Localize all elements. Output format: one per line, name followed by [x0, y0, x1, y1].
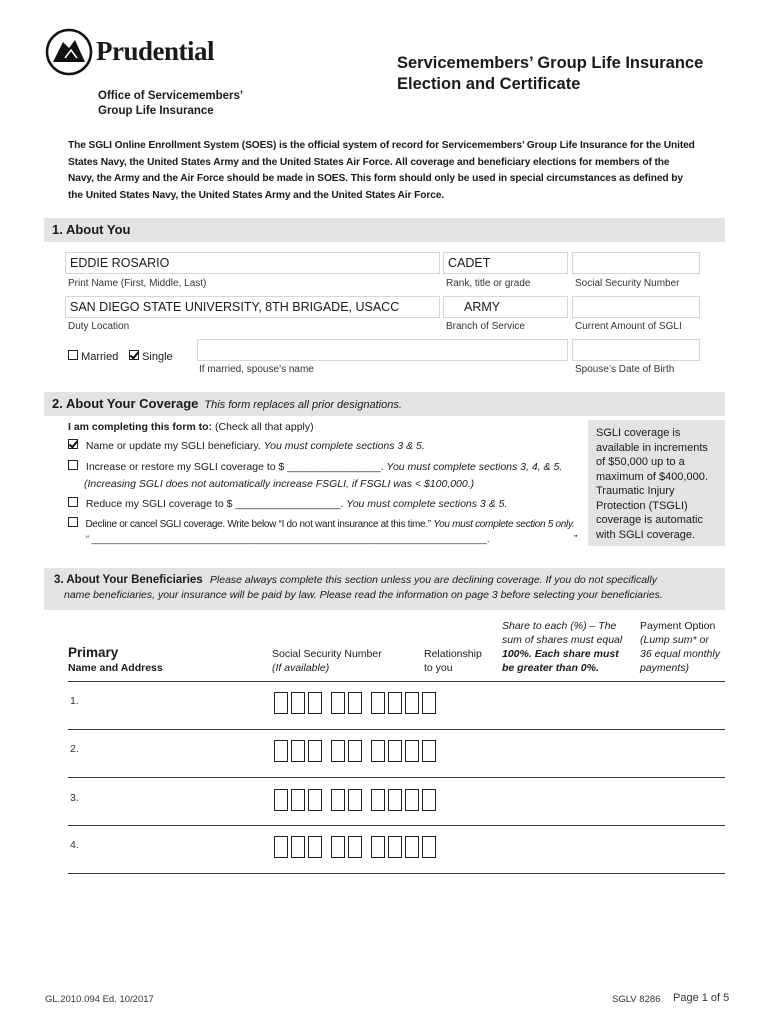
beneficiary-row: [68, 692, 725, 728]
quote-open: “: [86, 534, 89, 544]
update-beneficiary-checkbox[interactable]: [68, 439, 78, 449]
option-update-beneficiary[interactable]: [68, 439, 425, 453]
ssn-label: Social Security Number: [575, 278, 680, 289]
married-checkbox[interactable]: [68, 350, 78, 360]
single-option[interactable]: [129, 350, 173, 363]
col-pay-2: (Lump sum* or: [640, 634, 709, 646]
col-share: [502, 619, 622, 675]
section-title-wrap: [44, 392, 725, 417]
rock-logo-icon: [45, 28, 93, 76]
single-label: Single: [142, 351, 173, 363]
rank-label: Rank, title or grade: [446, 278, 531, 289]
option-decline-coverage[interactable]: [68, 517, 574, 532]
rank-field[interactable]: CADET: [443, 252, 568, 274]
option-note: You must complete sections 3 & 5.: [263, 440, 425, 452]
col-rel-1: Relationship: [424, 648, 482, 660]
section-3-title-wrap: [44, 568, 725, 588]
married-label: Married: [81, 351, 119, 363]
option-reduce-coverage[interactable]: [68, 497, 507, 511]
section-title: 2. About Your Coverage: [52, 396, 199, 411]
option-note: You must complete sections 3, 4, & 5.: [386, 461, 563, 473]
section-subtitle: Please always complete this section unless you are declining coverage. If you do not specifically: [209, 574, 657, 586]
sglv-code: SGLV 8286: [612, 994, 661, 1005]
row-number: 1.: [70, 695, 79, 707]
section-subtitle: This form replaces all prior designations.: [204, 399, 402, 411]
lead-bold: I am completing this form to:: [68, 421, 213, 433]
reduce-coverage-checkbox[interactable]: [68, 497, 78, 507]
option-text: Reduce my SGLI coverage to $ __________________.: [85, 498, 347, 510]
intro-paragraph: [68, 138, 728, 204]
branch-label: Branch of Service: [446, 321, 525, 332]
section-title: 3. About Your Beneficiaries: [54, 574, 203, 586]
header-divider: [68, 681, 725, 682]
row-divider: [68, 777, 725, 778]
sgli-amount-label: Current Amount of SGLI: [575, 321, 682, 332]
lead-rest: (Check all that apply): [212, 421, 314, 433]
col-share-2: sum of shares must equal: [502, 634, 623, 646]
col-pay-1: Payment Option: [640, 620, 716, 632]
form-title-line-1: Servicemembers’ Group Life Insurance: [397, 54, 704, 72]
col-share-3: 100%. Each share must: [502, 648, 619, 660]
section-1-header: [44, 218, 725, 242]
intro-line: The SGLI Online Enrollment System (SOES) is the official system of record for Servicemembers’ Group Life Insurance for the United: [68, 140, 695, 151]
ssn-field[interactable]: [572, 252, 700, 274]
col-rel-2: to you: [424, 662, 453, 674]
decline-coverage-checkbox[interactable]: [68, 517, 78, 527]
col-pay-3: 36 equal monthly: [640, 648, 720, 660]
decline-statement-line[interactable]: [86, 532, 586, 546]
option-text: Increase or restore my SGLI coverage to $ ________________.: [85, 461, 387, 473]
increase-coverage-checkbox[interactable]: [68, 460, 78, 470]
page-number: Page 1 of 5: [673, 992, 730, 1004]
quote-line: _______________________________________________________________________________.: [91, 534, 490, 544]
section-subtitle-2: name beneficiaries, your insurance will be paid by law. Please read the information on page 3 before selecting your beneficiaries.: [64, 589, 663, 601]
married-option[interactable]: [68, 350, 118, 363]
office-line-1: Office of Servicemembers’: [98, 90, 244, 102]
col-payment: [640, 619, 720, 675]
beneficiary-row: [68, 836, 725, 872]
spouse-name-label: If married, spouse’s name: [199, 364, 314, 375]
intro-line: States Navy, the United States Army and the United States Air Force. All coverage and beneficiary elections for members of the: [68, 156, 670, 168]
spouse-dob-label: Spouse’s Date of Birth: [575, 364, 675, 375]
section-3-header: [44, 568, 725, 610]
prudential-logo: [45, 28, 93, 76]
office-line-2: Group Life Insurance: [98, 105, 214, 117]
option-text: Decline or cancel SGLI coverage. Write below “I do not want insurance at this time.”: [85, 519, 434, 530]
spouse-dob-field[interactable]: [572, 339, 700, 361]
row-divider: [68, 825, 725, 826]
row-number: 3.: [70, 792, 79, 804]
col-pay-4: payments): [640, 662, 690, 674]
coverage-lead: [68, 420, 314, 434]
intro-line: the United States Navy, the United States Army and the United States Air Force.: [68, 189, 445, 201]
duty-location-field[interactable]: SAN DIEGO STATE UNIVERSITY, 8TH BRIGADE, USACC: [65, 296, 440, 318]
single-checkbox[interactable]: [129, 350, 139, 360]
col-primary: Primary: [68, 645, 119, 660]
option-increase-coverage[interactable]: [68, 460, 562, 474]
ssn-boxes[interactable]: [274, 740, 445, 762]
coverage-info-box: SGLI coverage is available in increments of $50,000 up to a maximum of $400,000. Traumatic Injury Protection (TSGLI) coverage is automatic with SGLI coverage.: [588, 420, 725, 546]
intro-line: Navy, the Army and the Air Force should be made in SOES. This form should only be used in special circumstances as defined by: [68, 173, 683, 184]
section-title: 1. About You: [52, 222, 131, 237]
form-code: GL.2010.094 Ed. 10/2017: [45, 994, 154, 1005]
row-divider: [68, 729, 725, 730]
col-relationship: [424, 647, 482, 675]
option-note: You must complete section 5 only.: [433, 519, 575, 530]
ssn-boxes[interactable]: [274, 692, 445, 714]
col-ssn-note: (If available): [272, 662, 330, 674]
beneficiary-row: [68, 740, 725, 776]
beneficiary-row: [68, 789, 725, 825]
option-text: Name or update my SGLI beneficiary.: [85, 440, 264, 452]
row-number: 2.: [70, 743, 79, 755]
option-note: You must complete sections 3 & 5.: [346, 498, 508, 510]
branch-field[interactable]: ARMY: [443, 296, 568, 318]
col-share-4: be greater than 0%.: [502, 662, 599, 674]
fsgli-note: [84, 477, 474, 491]
brand-name: Prudential: [96, 36, 215, 66]
col-share-1: Share to each (%) – The: [502, 620, 617, 632]
section-2-header: [44, 392, 725, 416]
fsgli-note-text: (Increasing SGLI does not automatically increase FSGLI, if FSGLI was < $100,000.): [84, 478, 475, 490]
ssn-boxes[interactable]: [274, 789, 445, 811]
row-number: 4.: [70, 839, 79, 851]
form-title-line-2: Election and Certificate: [397, 75, 581, 93]
col-ssn: Social Security Number: [272, 648, 382, 660]
ssn-boxes[interactable]: [274, 836, 445, 858]
row-divider: [68, 873, 725, 874]
name-label: Print Name (First, Middle, Last): [68, 278, 207, 289]
quote-close: ”: [574, 533, 578, 545]
col-name-address: Name and Address: [68, 662, 163, 674]
duty-location-label: Duty Location: [68, 321, 130, 332]
spouse-name-field[interactable]: [197, 339, 568, 361]
name-field[interactable]: EDDIE ROSARIO: [65, 252, 440, 274]
sgli-amount-field[interactable]: [572, 296, 700, 318]
